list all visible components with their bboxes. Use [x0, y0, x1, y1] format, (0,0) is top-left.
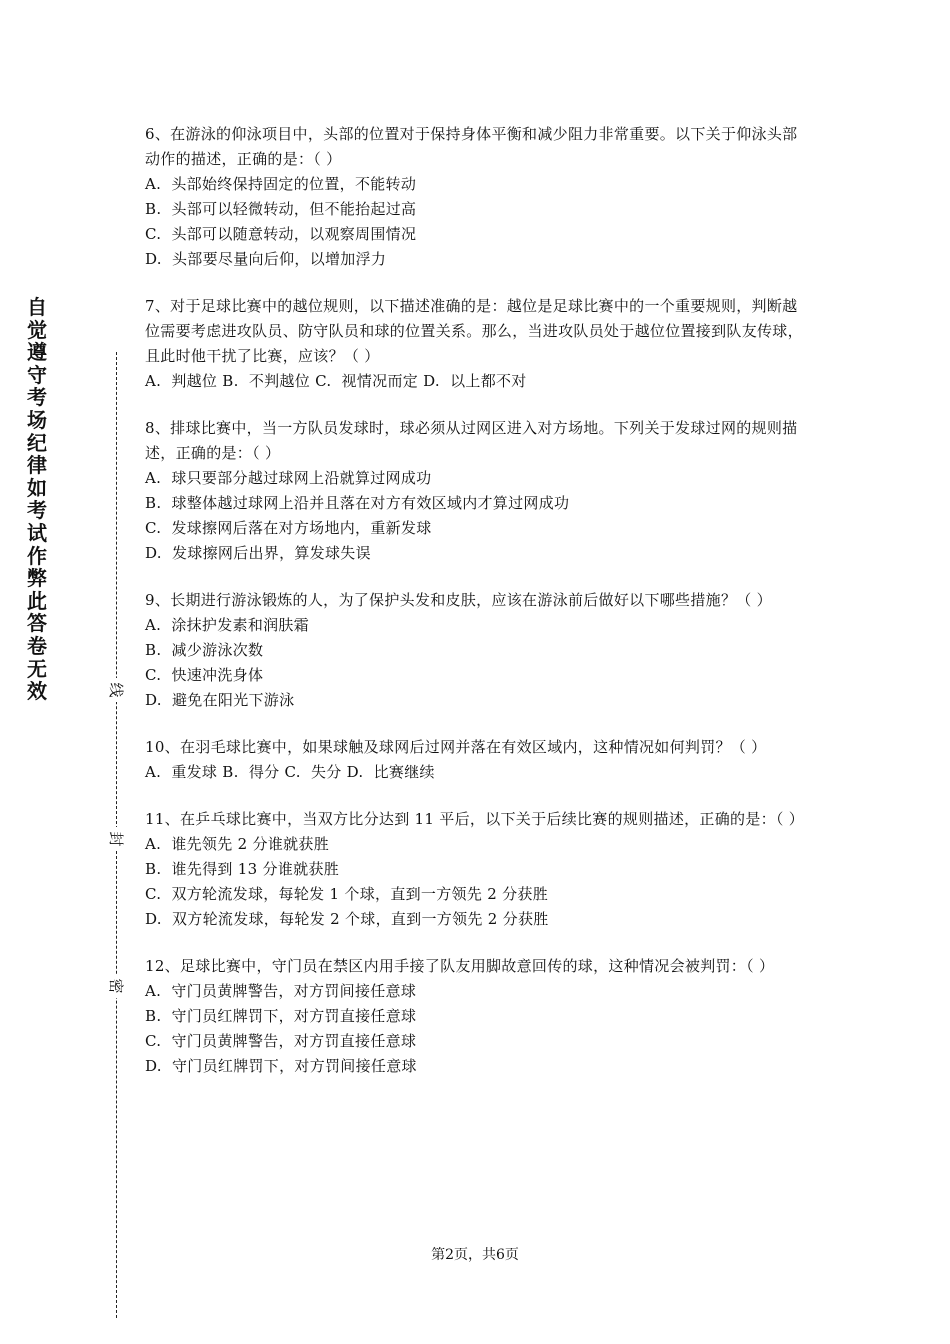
- question-6: [145, 122, 807, 272]
- option-b: B. 减少游泳次数: [145, 641, 264, 659]
- question-text: 7、对于足球比赛中的越位规则，以下描述准确的是：越位是足球比赛中的一个重要规则，判断越位需要考虑进攻队员、防守队员和球的位置关系。那么，当进攻队员处于越位位置接到队友传球，且此时他干扰了比赛，应该？（ ）: [145, 297, 803, 365]
- option-a: A. 涂抹护发素和润肤霜: [145, 616, 310, 634]
- option-a: A. 守门员黄牌警告，对方罚间接任意球: [145, 982, 417, 1000]
- question-list: [145, 122, 807, 1101]
- page-number: 第2页，共6页: [431, 1247, 519, 1263]
- question-text: 8、排球比赛中，当一方队员发球时，球必须从过网区进入对方场地。下列关于发球过网的规则描述，正确的是：（ ）: [145, 419, 798, 462]
- option-c: C. 发球擦网后落在对方场地内，重新发球: [145, 519, 432, 537]
- option-b: B. 守门员红牌罚下，对方罚直接任意球: [145, 1007, 417, 1025]
- option-a: A. 球只要部分越过球网上沿就算过网成功: [145, 469, 432, 487]
- binding-label-sealed: 密: [108, 974, 124, 998]
- option-c: C. 守门员黄牌警告，对方罚直接任意球: [145, 1032, 417, 1050]
- binding-label-line: 线: [108, 678, 124, 702]
- question-text: 12、足球比赛中，守门员在禁区内用手接了队友用脚故意回传的球，这种情况会被判罚：（ ）: [145, 957, 775, 975]
- question-10: [145, 735, 807, 785]
- options-inline: A. 判越位 B. 不判越位 C. 视情况而定 D. 以上都不对: [145, 372, 527, 390]
- binding-label-seal: 封: [108, 827, 124, 851]
- option-b: B. 头部可以轻微转动，但不能抬起过高: [145, 200, 417, 218]
- option-d: D. 头部要尽量向后仰，以增加浮力: [145, 250, 387, 268]
- question-text: 6、在游泳的仰泳项目中，头部的位置对于保持身体平衡和减少阻力非常重要。以下关于仰泳头部动作的描述，正确的是：（ ）: [145, 125, 798, 168]
- question-9: [145, 588, 807, 713]
- option-c: C. 头部可以随意转动，以观察周围情况: [145, 225, 417, 243]
- option-c: C. 双方轮流发球，每轮发 1 个球，直到一方领先 2 分获胜: [145, 885, 549, 903]
- option-a: A. 谁先领先 2 分谁就获胜: [145, 835, 330, 853]
- question-11: [145, 807, 807, 932]
- option-d: D. 守门员红牌罚下，对方罚间接任意球: [145, 1057, 417, 1075]
- question-8: [145, 416, 807, 566]
- question-12: [145, 954, 807, 1079]
- option-d: D. 发球擦网后出界，算发球失误: [145, 544, 371, 562]
- question-7: [145, 294, 807, 394]
- option-b: B. 谁先得到 13 分谁就获胜: [145, 860, 340, 878]
- option-b: B. 球整体越过球网上沿并且落在对方有效区域内才算过网成功: [145, 494, 570, 512]
- exam-discipline-notice: 自觉遵守考场纪律如考试作弊此答卷无效: [27, 295, 47, 704]
- option-c: C. 快速冲洗身体: [145, 666, 264, 684]
- option-d: D. 双方轮流发球，每轮发 2 个球，直到一方领先 2 分获胜: [145, 910, 549, 928]
- option-d: D. 避免在阳光下游泳: [145, 691, 295, 709]
- option-a: A. 头部始终保持固定的位置，不能转动: [145, 175, 417, 193]
- question-text: 10、在羽毛球比赛中，如果球触及球网后过网并落在有效区域内，这种情况如何判罚？（ ）: [145, 738, 767, 756]
- question-text: 11、在乒乓球比赛中，当双方比分达到 11 平后，以下关于后续比赛的规则描述，正确的是：（ ）: [145, 810, 805, 828]
- options-inline: A. 重发球 B. 得分 C. 失分 D. 比赛继续: [145, 763, 435, 781]
- question-text: 9、长期进行游泳锻炼的人，为了保护头发和皮肤，应该在游泳前后做好以下哪些措施？（ ）: [145, 591, 772, 609]
